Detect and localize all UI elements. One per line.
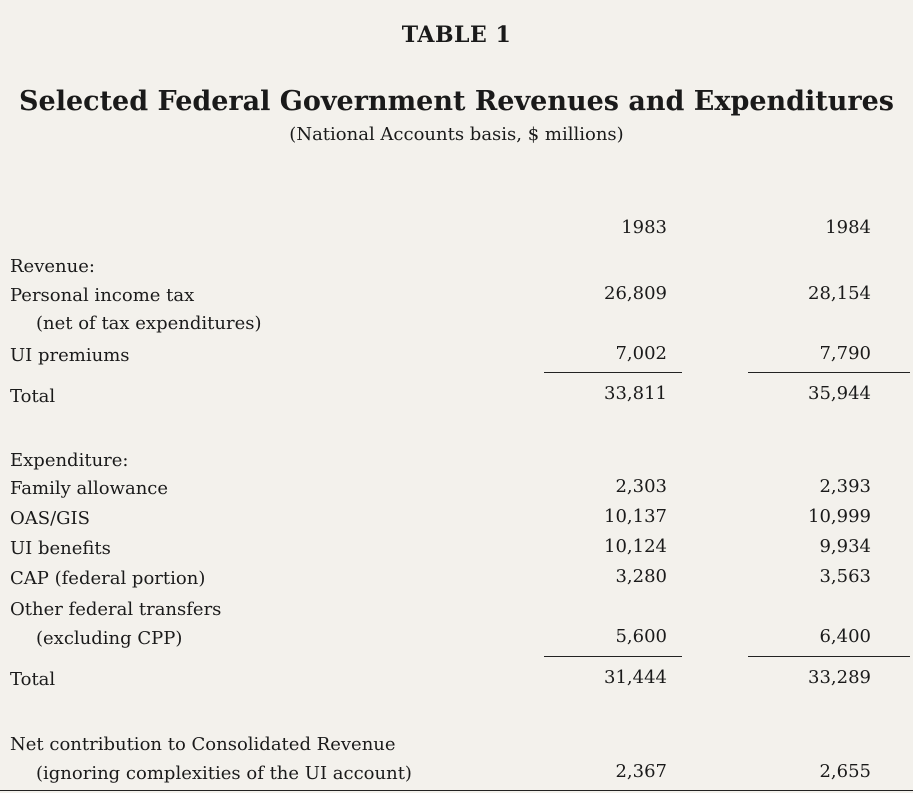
column-header-1983: 1983 — [621, 217, 667, 238]
cell-1984: 2,393 — [819, 476, 871, 497]
cell-1983: 3,280 — [615, 566, 667, 587]
cell-1983: 2,303 — [615, 476, 667, 497]
total-rule-1983 — [544, 372, 682, 373]
cell-1984: 7,790 — [819, 343, 871, 364]
table-title: Selected Federal Government Revenues and Expenditures — [19, 86, 894, 117]
net-contribution-1984: 2,655 — [819, 761, 871, 782]
cell-1983: 10,124 — [604, 536, 667, 557]
row-label: CAP (federal portion) — [10, 568, 206, 589]
expenditure-total-label: Total — [10, 669, 56, 690]
expenditure-total-1984: 33,289 — [808, 667, 871, 688]
bottom-rule — [0, 790, 913, 791]
table-number: TABLE 1 — [401, 22, 512, 48]
revenue-section-label: Revenue: — [10, 256, 95, 277]
net-contribution-1983: 2,367 — [615, 761, 667, 782]
row-label: Other federal transfers — [10, 599, 222, 620]
row-sublabel: (excluding CPP) — [36, 628, 183, 649]
row-label: UI benefits — [10, 538, 111, 559]
revenue-total-1984: 35,944 — [808, 383, 871, 404]
cell-1983: 7,002 — [615, 343, 667, 364]
row-sublabel: (net of tax expenditures) — [36, 313, 262, 334]
cell-1984: 28,154 — [808, 283, 871, 304]
column-header-1984: 1984 — [825, 217, 871, 238]
total-rule-1983 — [544, 656, 682, 657]
revenue-total-1983: 33,811 — [604, 383, 667, 404]
net-contribution-label: Net contribution to Consolidated Revenue — [10, 734, 396, 755]
cell-1983: 26,809 — [604, 283, 667, 304]
row-label: OAS/GIS — [10, 508, 90, 529]
expenditure-total-1983: 31,444 — [604, 667, 667, 688]
row-label: UI premiums — [10, 345, 130, 366]
cell-1983: 10,137 — [604, 506, 667, 527]
cell-1984: 6,400 — [819, 626, 871, 647]
table-subtitle: (National Accounts basis, $ millions) — [289, 124, 624, 145]
row-label: Personal income tax — [10, 285, 195, 306]
net-contribution-sublabel: (ignoring complexities of the UI account) — [36, 763, 412, 784]
expenditure-section-label: Expenditure: — [10, 450, 129, 471]
cell-1984: 3,563 — [819, 566, 871, 587]
cell-1984: 10,999 — [808, 506, 871, 527]
row-label: Family allowance — [10, 478, 169, 499]
total-rule-1984 — [748, 656, 910, 657]
total-rule-1984 — [748, 372, 910, 373]
cell-1983: 5,600 — [615, 626, 667, 647]
cell-1984: 9,934 — [819, 536, 871, 557]
revenue-total-label: Total — [10, 386, 56, 407]
